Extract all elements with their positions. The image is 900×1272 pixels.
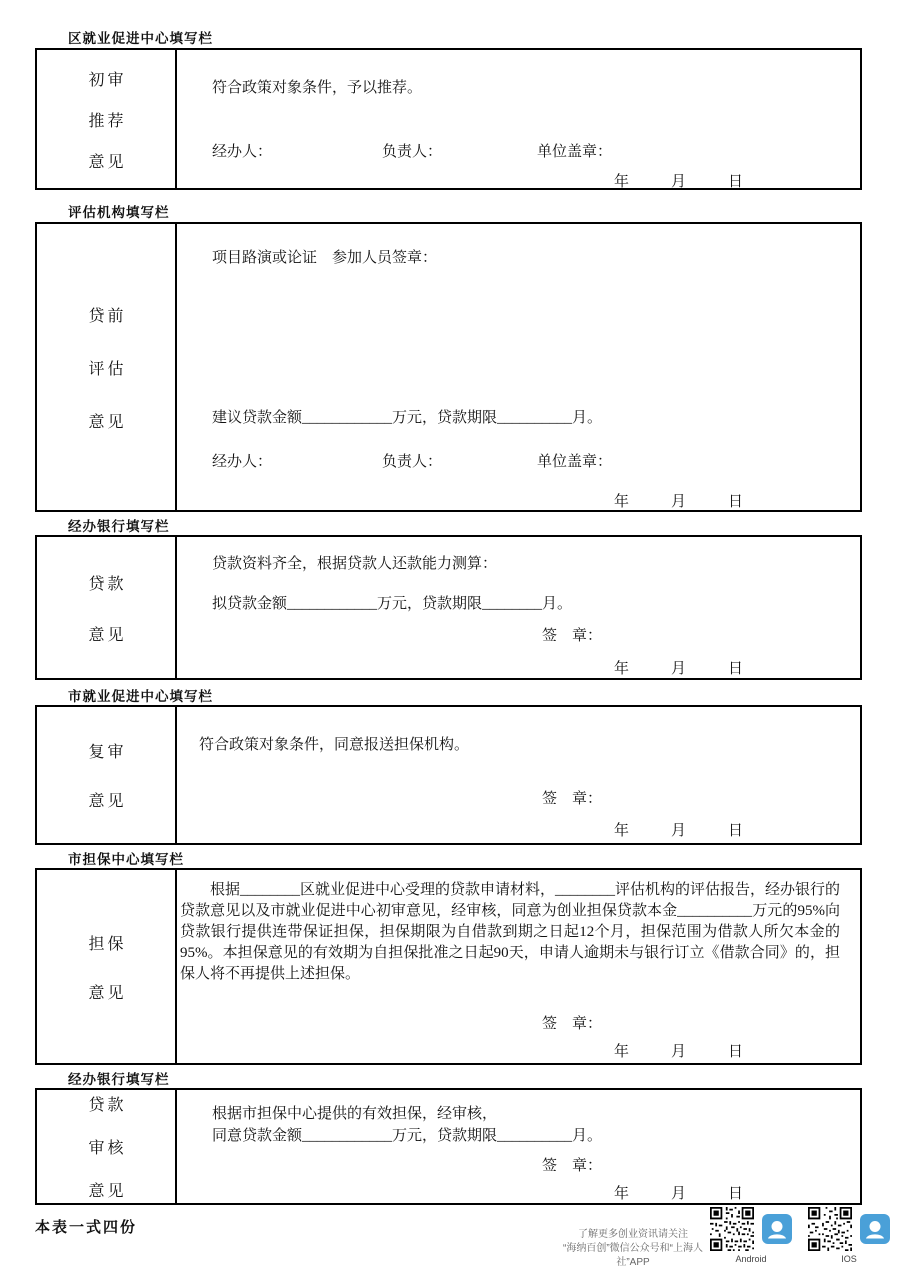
sign-seal-label: 签 章： [542, 1158, 603, 1174]
section5-box [35, 868, 862, 1065]
month-label: 月 [671, 174, 687, 190]
section4-body-text: 符合政策对象条件，同意报送担保机构。 [199, 737, 470, 753]
section6-side-label [37, 1090, 177, 1203]
unit-seal-label: 单位盖章： [537, 454, 613, 470]
ios-app-icon [860, 1214, 890, 1244]
section6-body-text-1: 根据市担保中心提供的有效担保，经审核， [212, 1106, 498, 1122]
ios-qr-pair [808, 1207, 890, 1251]
side-label-line: 初审 [88, 71, 127, 89]
unit-seal-label: 单位盖章： [537, 144, 613, 160]
section3-box [35, 535, 862, 680]
side-label-line: 推荐 [88, 112, 127, 130]
side-label-line: 意见 [88, 153, 127, 171]
year-label: 年 [614, 661, 630, 677]
side-label-line: 审核 [88, 1140, 127, 1157]
sign-seal-label: 签 章： [542, 628, 603, 644]
section1-header: 区就业促进中心填写栏 [68, 31, 213, 46]
day-label: 日 [728, 823, 744, 839]
ios-download-group [808, 1207, 890, 1264]
handler-label: 经办人： [212, 144, 273, 160]
section6-header: 经办银行填写栏 [68, 1072, 170, 1087]
android-label: Android [735, 1254, 767, 1264]
android-qr-pair [710, 1207, 792, 1251]
promo-line-2: “海纳百创”微信公众号和“上海人社”APP [563, 1243, 703, 1268]
section3-loan-line: 拟贷款金额____________万元，贷款期限________月。 [212, 596, 573, 612]
year-label: 年 [614, 823, 630, 839]
side-label-line: 意见 [88, 1183, 127, 1200]
section1-side-label [37, 50, 177, 188]
month-label: 月 [671, 823, 687, 839]
day-label: 日 [728, 174, 744, 190]
ios-label: IOS [841, 1254, 857, 1264]
qr-code-android-icon [710, 1207, 754, 1251]
section4-side-label [37, 707, 177, 843]
section3-header: 经办银行填写栏 [68, 519, 170, 534]
side-label-line: 担保 [88, 935, 127, 953]
manager-label: 负责人： [382, 144, 443, 160]
month-label: 月 [671, 494, 687, 510]
day-label: 日 [728, 494, 744, 510]
section4-header: 市就业促进中心填写栏 [68, 689, 213, 704]
side-label-line: 评估 [88, 360, 127, 378]
side-label-line: 意见 [88, 626, 127, 644]
section3-body-text: 贷款资料齐全，根据贷款人还款能力测算： [212, 556, 498, 572]
android-download-group [710, 1207, 792, 1264]
manager-label: 负责人： [382, 454, 443, 470]
side-label-line: 意见 [88, 984, 127, 1002]
year-label: 年 [614, 1186, 630, 1202]
date-row [614, 1040, 743, 1061]
promo-text [553, 1228, 713, 1270]
date-row [614, 819, 743, 840]
year-label: 年 [614, 1044, 630, 1060]
side-label-line: 贷款 [88, 1097, 127, 1114]
side-label-line: 贷前 [88, 307, 127, 325]
sign-seal-label: 签 章： [542, 791, 603, 807]
side-label-line: 复审 [88, 744, 127, 761]
handler-label: 经办人： [212, 454, 273, 470]
sign-seal-label: 签 章： [542, 1016, 603, 1032]
section5-body-text: 根据________区就业促进中心受理的贷款申请材料，________评估机构的评估报告，经办银行的贷款意见以及市就业促进中心初审意见，经审核，同意为创业担保贷款本金__________万元的95%向贷款银行提供连带保证担保，担保期限为自借款到期之日起12个月，担保范围为借款人所欠本金的95%。本担保意见的有效期为自担保批准之日起90天，申请人逾期未与银行订立《借款合同》的，担保人将不再提供上述担保。 [180, 882, 841, 982]
promo-line-1: 了解更多创业资讯请关注 [578, 1229, 688, 1240]
section5-side-label [37, 870, 177, 1063]
section2-side-label [37, 224, 177, 510]
date-row [614, 657, 743, 678]
qr-code-ios-icon [808, 1207, 852, 1251]
day-label: 日 [728, 1044, 744, 1060]
copies-note: 本表一式四份 [35, 1220, 138, 1236]
side-label-line: 贷款 [88, 575, 127, 593]
month-label: 月 [671, 1186, 687, 1202]
section1-body-text: 符合政策对象条件，予以推荐。 [212, 80, 423, 96]
month-label: 月 [671, 1044, 687, 1060]
section2-body-text: 项目路演或论证 参加人员签章： [212, 250, 438, 266]
section5-header: 市担保中心填写栏 [68, 852, 184, 867]
section6-box [35, 1088, 862, 1205]
day-label: 日 [728, 661, 744, 677]
side-label-line: 意见 [88, 413, 127, 431]
year-label: 年 [614, 494, 630, 510]
section2-box [35, 222, 862, 512]
section1-box [35, 48, 862, 190]
android-app-icon [762, 1214, 792, 1244]
section3-side-label [37, 537, 177, 678]
day-label: 日 [728, 1186, 744, 1202]
section2-loan-line: 建议贷款金额____________万元，贷款期限__________月。 [212, 410, 603, 426]
year-label: 年 [614, 174, 630, 190]
section2-header: 评估机构填写栏 [68, 205, 170, 220]
side-label-line: 意见 [88, 793, 127, 810]
qr-area [710, 1207, 890, 1264]
date-row [614, 1182, 743, 1203]
date-row [614, 170, 743, 191]
month-label: 月 [671, 661, 687, 677]
section4-box [35, 705, 862, 845]
section6-body-text-2: 同意贷款金额____________万元，贷款期限__________月。 [212, 1128, 603, 1144]
date-row [614, 490, 743, 511]
